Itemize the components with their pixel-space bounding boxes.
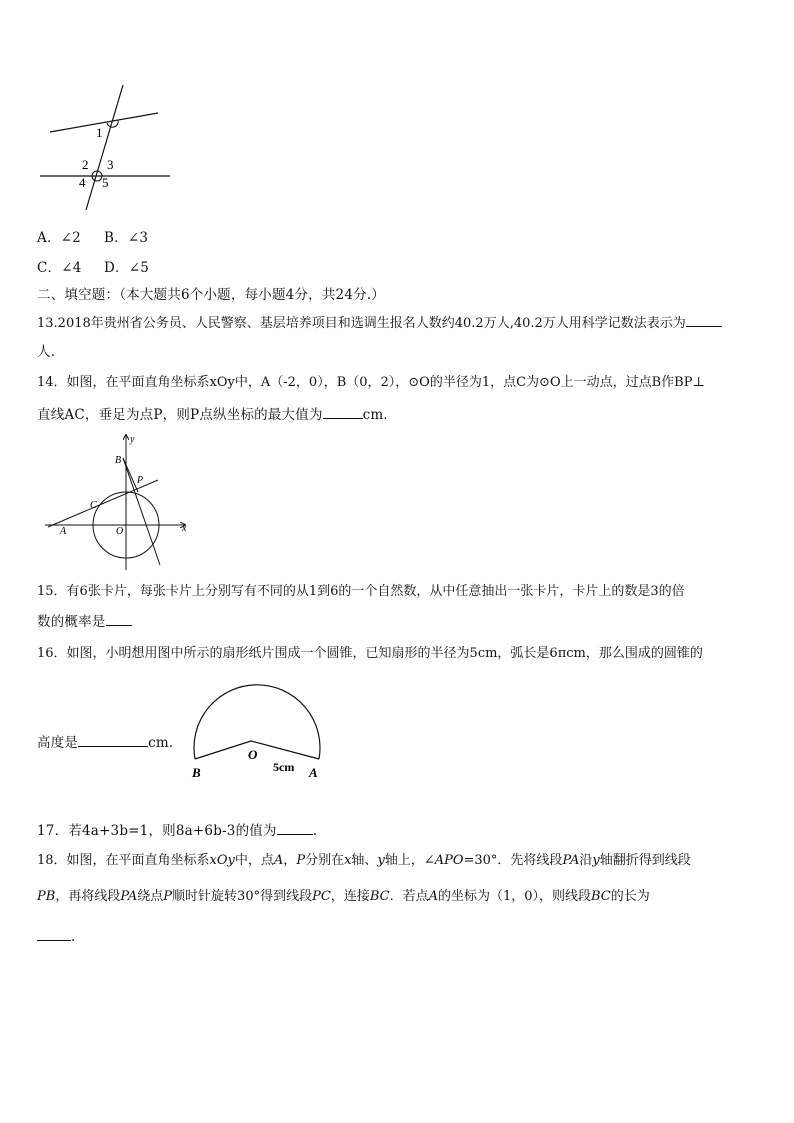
- q18-text: ，连接: [330, 889, 370, 904]
- point-b-label: B: [115, 455, 122, 466]
- q17-line: [37, 820, 317, 841]
- q15-line1: 15．有6张卡片，每张卡片上分别写有不同的从1到6的一个自然数，从中任意抽出一张卡片，卡片上的数是3的倍: [37, 584, 685, 599]
- q18-var: x: [344, 853, 352, 868]
- q18-text: =30°．先将线段: [463, 853, 563, 868]
- q18-var: PA: [120, 889, 138, 904]
- q13-line1: [37, 312, 722, 334]
- line-b-down: [123, 458, 138, 492]
- option-letter: D．: [104, 260, 129, 276]
- q16-text: 高度是: [37, 735, 79, 751]
- q13-line2: 人.: [37, 344, 56, 360]
- radius-oa: [251, 741, 319, 759]
- q12-option-a: [37, 228, 81, 248]
- q18-text: 轴上，: [384, 853, 424, 868]
- line-ac: [48, 480, 158, 527]
- q17-answer-blank: [277, 820, 313, 835]
- q17-text: 17．若4a+3b=1，则8a+6b-3的值为: [37, 823, 277, 839]
- option-text: ∠3: [127, 230, 149, 246]
- q18-var: ∠APO: [423, 853, 464, 868]
- radius-ob: [195, 741, 251, 759]
- q14-line2: [37, 404, 397, 425]
- option-letter: C．: [37, 260, 62, 276]
- q13-answer-blank: [686, 312, 722, 327]
- q12-figure: [30, 80, 180, 215]
- q18-line1: [37, 851, 691, 871]
- option-letter: A．: [37, 230, 61, 246]
- section2-heading: 二、填空题：（本大题共6个小题，每小题4分，共24分.）: [37, 287, 385, 303]
- q18-var: P: [296, 853, 306, 868]
- point-p-label: P: [137, 475, 144, 486]
- q18-text: 沿: [579, 853, 593, 868]
- q12-option-c: [37, 258, 82, 278]
- q18-text: 轴翻折得到线段: [599, 853, 691, 868]
- option-letter: B．: [104, 230, 128, 246]
- q18-answer-blank: [37, 926, 71, 941]
- q14-answer-blank: [323, 404, 363, 419]
- q18-text: ，: [283, 853, 297, 868]
- q18-var: A: [428, 889, 438, 904]
- q18-text: ，再将线段: [55, 889, 121, 904]
- q18-text: 的坐标为（1，0），则线段: [437, 889, 592, 904]
- q18-text: 中，点: [234, 853, 274, 868]
- q15-answer-blank: [106, 611, 132, 626]
- transversal-line: [86, 85, 123, 210]
- q16-unit: cm．: [148, 735, 183, 751]
- q18-var: y: [377, 853, 385, 868]
- q16-line1: 16．如图，小明想用图中所示的扇形纸片围成一个圆锥，已知扇形的半径为5cm，弧长是6πcm，那么围成的圆锥的: [37, 646, 703, 661]
- q18-var: PA: [562, 853, 580, 868]
- q18-text: 绕点: [137, 889, 164, 904]
- q18-var: BC: [591, 889, 611, 904]
- q14-text: 直线AC，垂足为点P，则P点纵坐标的最大值为: [37, 407, 323, 423]
- angle4-label: 4: [79, 175, 86, 190]
- q15-line2: [37, 611, 132, 632]
- option-text: ∠2: [60, 230, 81, 246]
- q18-var: xOy: [209, 853, 235, 868]
- angle5-label: 5: [102, 175, 109, 190]
- q14-line1: 14．如图，在平面直角坐标系xOy中，A（-2，0），B（0，2），⊙O的半径为1，点C为⊙O上一动点，过点B作BP⊥: [37, 375, 705, 390]
- option-text: ∠4: [61, 260, 82, 276]
- angle2-label: 2: [82, 157, 89, 172]
- q18-var: P: [163, 889, 173, 904]
- x-axis-label: x: [182, 523, 187, 534]
- point-o-label: O: [116, 526, 124, 537]
- q18-var: y: [592, 853, 600, 868]
- q16-line2: [37, 732, 183, 753]
- upper-line: [50, 113, 158, 132]
- q16-answer-blank: [78, 732, 148, 747]
- q18-text: 18．如图，在平面直角坐标系: [37, 853, 210, 868]
- q18-var: PB: [37, 889, 56, 904]
- q14-unit: cm．: [362, 407, 398, 423]
- q18-var: BC: [369, 889, 390, 904]
- point-o-label: O: [248, 747, 258, 762]
- angle3-label: 3: [107, 157, 114, 172]
- q18-var: A: [273, 853, 284, 868]
- radius-label: 5cm: [273, 760, 295, 774]
- q18-text: 的长为: [610, 889, 650, 904]
- q16-figure: [185, 678, 335, 783]
- point-b-label: B: [192, 765, 201, 780]
- q13-text: 13.2018年贵州省公务员、人民警察、基层培养项目和选调生报名人数约40.2万人,40.2万人用科学记数法表示为: [37, 316, 686, 331]
- q15-text: 数的概率是: [37, 614, 106, 630]
- q18-var: PC: [312, 889, 331, 904]
- q12-option-b: [104, 228, 148, 248]
- option-text: ∠5: [128, 260, 150, 276]
- q18-text: ．若点: [389, 889, 429, 904]
- point-c-label: C: [90, 500, 97, 511]
- q18-line2: [37, 887, 650, 907]
- q12-option-d: [104, 258, 149, 278]
- q18-line3: [37, 926, 76, 947]
- q17-end: .: [312, 823, 318, 839]
- angle1-label: 1: [96, 125, 103, 140]
- point-a-label: A: [60, 526, 67, 537]
- q18-end: .: [71, 929, 76, 945]
- q18-text: 顺时针旋转30°得到线段: [172, 889, 313, 904]
- q14-figure: [40, 430, 200, 580]
- point-a-label: A: [309, 765, 318, 780]
- q18-text: 分别在: [305, 853, 345, 868]
- q18-text: 轴、: [351, 853, 378, 868]
- y-axis-label: y: [130, 434, 135, 445]
